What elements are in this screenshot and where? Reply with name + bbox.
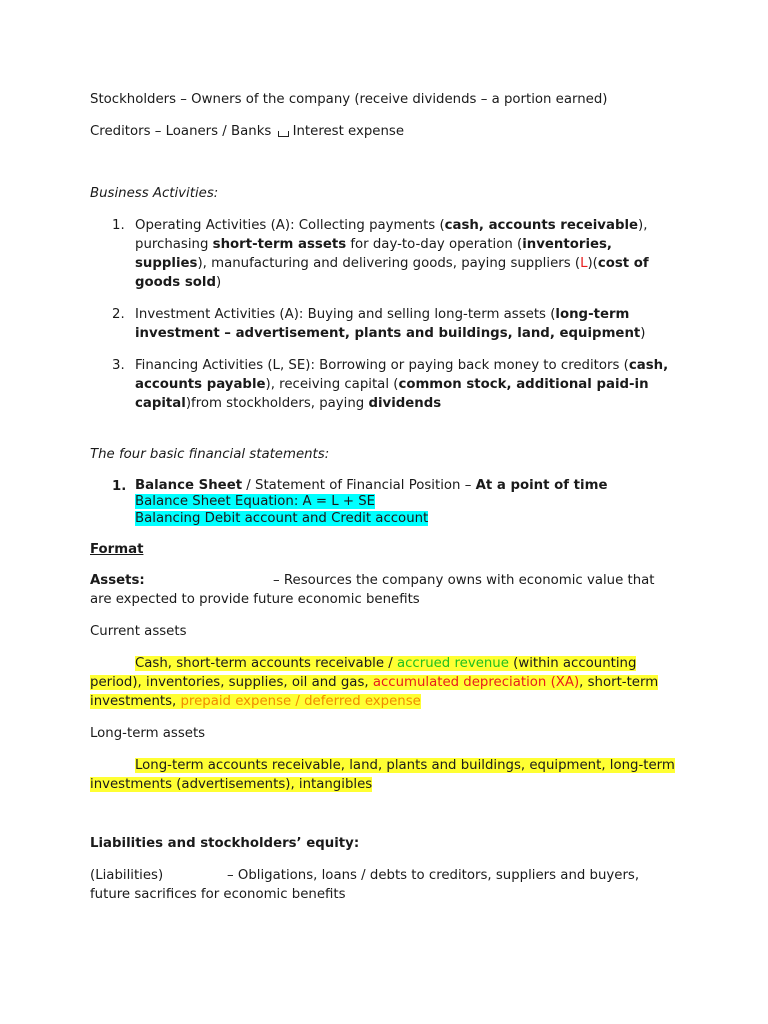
list-number: 1.: [112, 479, 127, 494]
operating-bold-short-term: short-term assets: [212, 237, 347, 252]
long-term-assets-text: Long-term accounts receivable, land, plants and buildings, equipment, long-term investments (advertisements), intangibles: [90, 758, 675, 792]
liabilities-description: – Obligations, loans / debts to creditors, suppliers and buyers, future sacrifices for economic benefits: [90, 868, 640, 902]
assets-paragraph: [90, 571, 680, 609]
current-assets-text: Cash, short-term accounts receivable /: [135, 656, 397, 671]
financing-text: Financing Activities (L, SE): Borrowing or paying back money to creditors (: [135, 358, 629, 373]
financing-bold-cash: cash, accounts payable: [135, 358, 669, 392]
operating-text: ), manufacturing and delivering goods, paying suppliers (: [197, 256, 581, 271]
business-activities-heading: Business Activities:: [90, 186, 219, 201]
financing-bold-stock: common stock, additional paid-in capital: [135, 377, 649, 411]
financing-text: ), receiving capital (: [265, 377, 399, 392]
investment-bold: long-term investment – advertisement, plants and buildings, land, equipment: [135, 307, 641, 341]
current-assets-label: Current assets: [90, 624, 187, 639]
financing-bold-dividends: dividends: [368, 396, 442, 411]
operating-text: Operating Activities (A): Collecting payments (: [135, 218, 445, 233]
operating-text: for day-to-day operation (: [346, 237, 523, 252]
operating-bold-inventories: inventories, supplies: [135, 237, 612, 271]
interest-expense-text: Interest expense: [292, 124, 405, 139]
balance-sheet-title: Balance Sheet: [135, 478, 243, 493]
list-item-investment: [90, 305, 680, 343]
liabilities-label: (Liabilities): [90, 868, 164, 883]
business-activities-list: [90, 216, 680, 413]
current-assets-text: (within accounting period), inventories, supplies, oil and gas,: [90, 656, 637, 690]
list-item-operating: [90, 216, 680, 292]
current-assets-text: , short-term investments,: [90, 675, 659, 709]
creditors-text: Creditors – Loaners / Banks: [90, 124, 272, 139]
current-assets-list: [90, 654, 680, 711]
operating-text: ), purchasing: [135, 218, 648, 252]
long-term-assets-label: Long-term assets: [90, 726, 206, 741]
accumulated-depreciation-text: accumulated depreciation (XA): [372, 675, 580, 690]
list-number: 2.: [112, 307, 125, 322]
investment-text: Investment Activities (A): Buying and selling long-term assets (: [135, 307, 556, 322]
liabilities-heading: Liabilities and stockholders’ equity:: [90, 836, 360, 851]
operating-text: )(: [587, 256, 598, 271]
balancing-line: [135, 510, 680, 528]
operating-bold-cash: cash, accounts receivable: [444, 218, 639, 233]
financing-text: )from stockholders, paying: [185, 396, 369, 411]
arrow-icon: [278, 131, 289, 137]
balance-sheet-subtitle: / Statement of Financial Position –: [242, 478, 476, 493]
format-heading: Format: [90, 542, 144, 557]
assets-label: Assets:: [90, 573, 145, 588]
accrued-revenue-text: accrued revenue: [396, 656, 509, 671]
operating-red-l: L: [580, 256, 588, 271]
creditors-line: [90, 122, 680, 141]
balance-sheet-equation-line: [135, 494, 680, 510]
stockholders-line: Stockholders – Owners of the company (receive dividends – a portion earned): [90, 92, 608, 107]
operating-bold-cogs: cost of goods sold: [135, 256, 649, 290]
long-term-assets-list: [90, 756, 680, 794]
balance-sheet-title-line: [135, 477, 680, 494]
assets-description: – Resources the company owns with economic value that are expected to provide future economic benefits: [90, 573, 655, 607]
point-of-time-label: At a point of time: [475, 478, 608, 493]
list-item-financing: [90, 356, 680, 413]
list-number: 3.: [112, 358, 125, 373]
statements-heading: The four basic financial statements:: [90, 447, 330, 462]
prepaid-expense-text: prepaid expense / deferred expense: [180, 694, 421, 709]
statement-balance-sheet: [90, 477, 680, 528]
operating-text: ): [215, 275, 222, 290]
liabilities-paragraph: [90, 866, 680, 904]
document-body: [90, 90, 680, 904]
balancing-text: Balancing Debit account and Credit account: [135, 511, 429, 526]
balance-sheet-equation: Balance Sheet Equation: A = L + SE: [135, 494, 376, 509]
investment-text: ): [640, 326, 646, 341]
list-number: 1.: [112, 218, 125, 233]
